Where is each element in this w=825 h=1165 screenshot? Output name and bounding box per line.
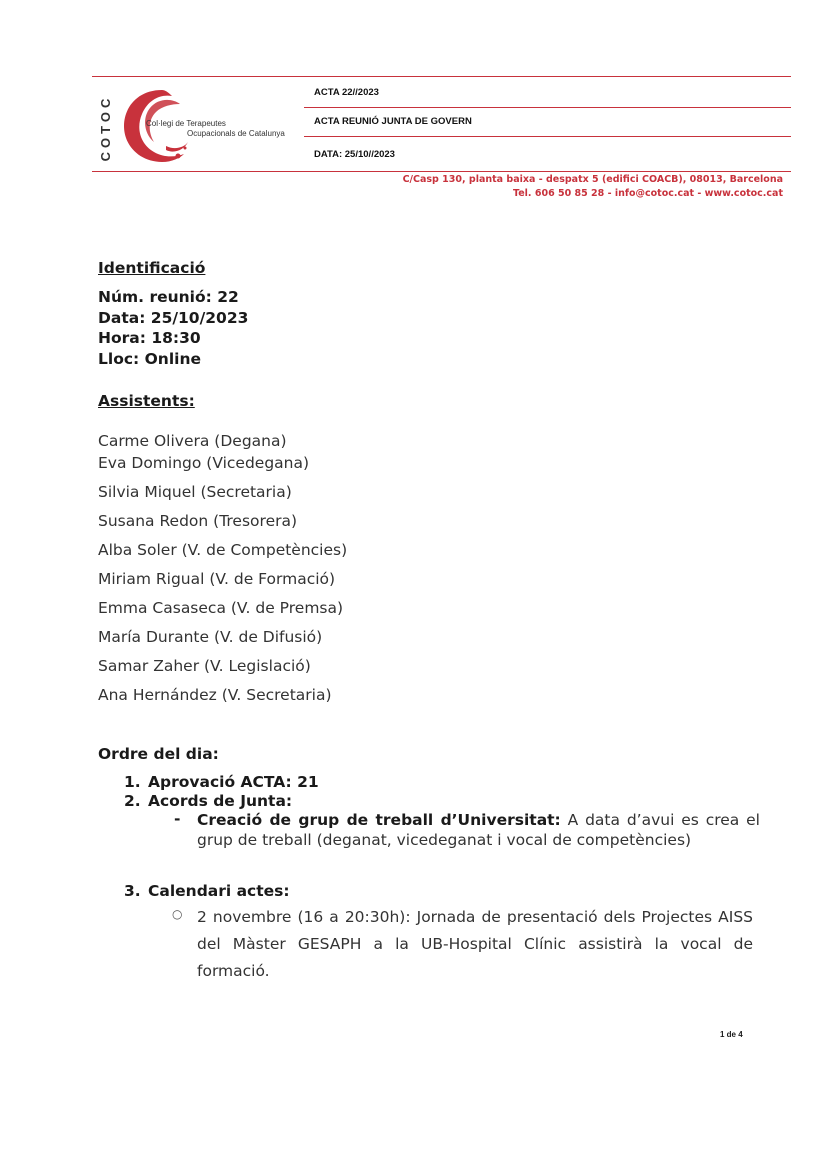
attendee: Ana Hernández (V. Secretaria) <box>98 686 332 704</box>
address-line: C/Casp 130, planta baixa - despatx 5 (edifici COACB), 08013, Barcelona <box>402 174 783 185</box>
attendees-heading: Assistents: <box>98 392 195 410</box>
cotoc-logo <box>92 84 307 170</box>
page-number: 1 de 4 <box>720 1030 743 1039</box>
attendee: Silvia Miquel (Secretaria) <box>98 483 292 501</box>
bullet-dash: - <box>174 810 181 828</box>
calendar-event: 2 novembre (16 a 20:30h): Jornada de presentació dels Projectes AISS del Màster GESAPH a la UB-Hospital Clínic assistirà la vocal de formació. <box>197 908 753 980</box>
contact-line: Tel. 606 50 85 28 - info@cotoc.cat - www.cotoc.cat <box>513 188 783 199</box>
agenda-item-approval: Aprovació ACTA: 21 <box>148 773 319 791</box>
bullet-circle: ○ <box>172 907 183 921</box>
logo-name-line1: Col·legi de Terapeutes <box>146 119 226 128</box>
attendee: Miriam Rigual (V. de Formació) <box>98 570 336 588</box>
agenda-heading: Ordre del dia: <box>98 745 219 763</box>
attendee: Susana Redon (Tresorera) <box>98 512 298 530</box>
agenda-item-number: 2. <box>124 792 141 810</box>
meeting-place: Lloc: Online <box>98 350 202 368</box>
acta-number: ACTA 22//2023 <box>314 87 379 98</box>
agreement-text: A data d’avui es crea el grup de treball (deganat, vicedeganat i vocal de competències) <box>197 811 760 849</box>
logo-acronym: COTOC <box>98 94 113 162</box>
header-rule-1 <box>304 107 791 108</box>
identification-heading: Identificació <box>98 259 206 277</box>
agreement-paragraph <box>197 810 760 850</box>
logo-mark <box>92 84 307 170</box>
document-header <box>92 76 791 172</box>
agreement-title: Creació de grup de treball d’Universitat: <box>197 811 561 829</box>
logo-name-line2: Ocupacionals de Catalunya <box>187 129 285 138</box>
attendee: María Durante (V. de Difusió) <box>98 628 323 646</box>
meeting-number: Núm. reunió: 22 <box>98 288 239 306</box>
header-rule-2 <box>304 136 791 137</box>
meeting-date: Data: 25/10/2023 <box>98 309 249 327</box>
attendee: Carme Olivera (Degana) <box>98 432 287 450</box>
agenda-item-number: 1. <box>124 773 141 791</box>
agenda-item-calendar: Calendari actes: <box>148 882 290 900</box>
acta-title: ACTA REUNIÓ JUNTA DE GOVERN <box>314 116 472 127</box>
meeting-time: Hora: 18:30 <box>98 329 201 347</box>
agenda-item-number: 3. <box>124 882 141 900</box>
header-rule-bottom <box>92 171 791 172</box>
acta-date: DATA: 25/10//2023 <box>314 149 395 160</box>
agenda-item-agreements: Acords de Junta: <box>148 792 293 810</box>
attendee: Alba Soler (V. de Competències) <box>98 541 348 559</box>
attendee: Eva Domingo (Vicedegana) <box>98 454 310 472</box>
header-rule-top <box>92 76 791 77</box>
attendee: Emma Casaseca (V. de Premsa) <box>98 599 344 617</box>
attendee: Samar Zaher (V. Legislació) <box>98 657 311 675</box>
